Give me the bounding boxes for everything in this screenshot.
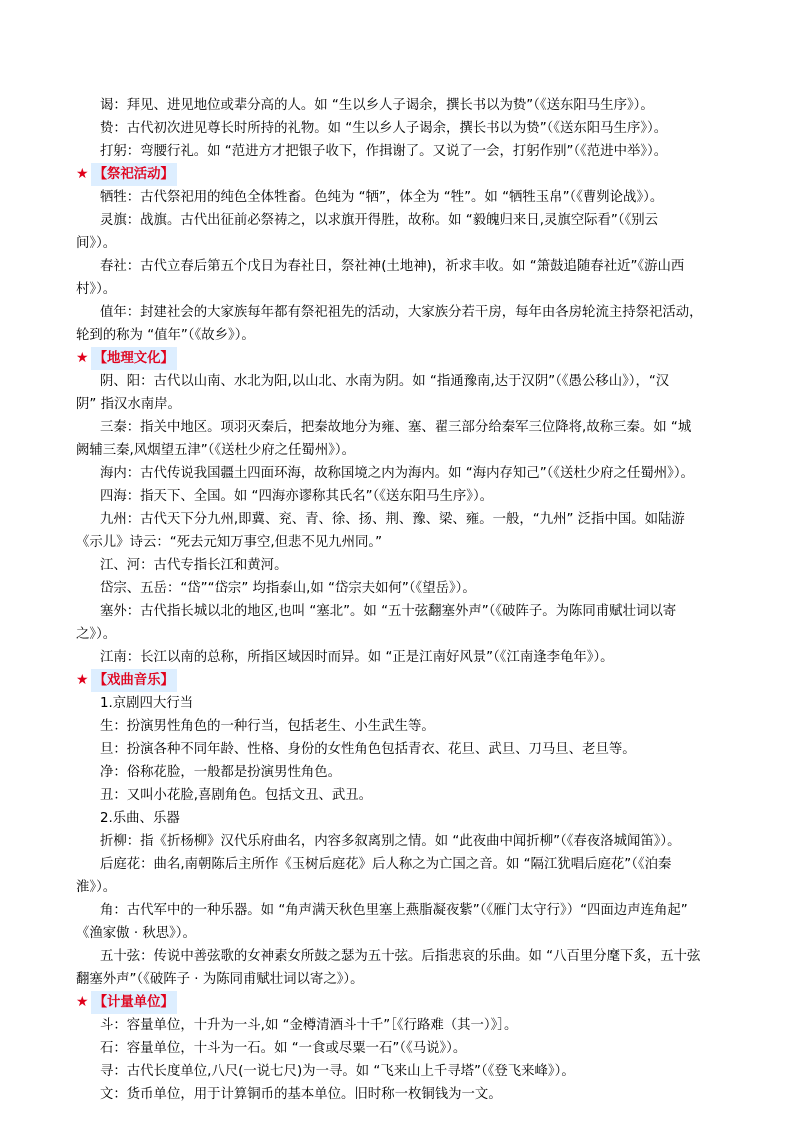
text-line: 斗：容量单位，十升为一斗,如 “金樽清酒斗十千”［《行路难（其一）》］。 xyxy=(100,1018,518,1033)
text-line: 海内：古代传说我国疆土四面环海，故称国境之内为海内。如 “海内存知己”（《送杜少府之任蜀州》）。 xyxy=(100,466,694,481)
text-line: 春社：古代立春后第五个戊日为春社日，祭社神(土地神)，祈求丰收。如 “箫鼓追随春社近”《游山西 xyxy=(100,259,685,274)
text-line: 贽：古代初次进见尊长时所持的礼物。如 “生以乡人子谒余，撰长书以为贽”（《送东阳马生序》）。 xyxy=(100,121,668,136)
text-line: 折柳：指《折杨柳》汉代乐府曲名，内容多叙离别之情。如 “此夜曲中闻折柳”（《春夜洛城闻笛》）。 xyxy=(100,834,681,849)
star-icon: ★ xyxy=(76,350,89,366)
text-line: 三秦：指关中地区。项羽灭秦后，把秦故地分为雍、塞、翟三部分给秦军三位降将,故称三秦。如 “城 xyxy=(100,420,692,435)
text-line: 石：容量单位，十斗为一石。如 “一食或尽粟一石”（《马说》）。 xyxy=(100,1041,467,1056)
text-line: 之》）。 xyxy=(76,627,117,642)
text-line: 轮到的称为 “值年”（《故乡》）。 xyxy=(76,328,255,343)
section-heading-text: 【地理文化】 xyxy=(91,347,177,370)
text-line: 翻塞外声”（《破阵子 · 为陈同甫赋壮词以寄之》）。 xyxy=(76,972,364,987)
section-heading xyxy=(76,669,726,692)
star-icon: ★ xyxy=(76,166,89,182)
text-line: 江、河：古代专指长江和黄河。 xyxy=(100,558,288,573)
text-line: 寻：古代长度单位,八尺(一说七尺)为一寻。如 “飞来山上千寻塔”（《登飞来峰》）。 xyxy=(100,1064,575,1079)
text-line: 牺牲：古代祭祀用的纯色全体牲畜。色纯为 “牺”，体全为 “牲”。如 “牺牲玉帛”（《曹刿论战》）。 xyxy=(100,190,664,205)
text-line: 文：货币单位，用于计算铜币的基本单位。旧时称一枚铜钱为一文。 xyxy=(100,1087,502,1102)
star-icon: ★ xyxy=(76,672,89,688)
text-line: 淮》）。 xyxy=(76,880,117,895)
text-line: 后庭花：曲名,南朝陈后主所作《玉树后庭花》后人称之为亡国之音。如 “隔江犹唱后庭花”（《泊秦 xyxy=(100,857,672,872)
section-heading-text: 【祭祀活动】 xyxy=(91,163,177,186)
text-line: 九州：古代天下分九州,即冀、兖、青、徐、扬、荆、豫、梁、雍。一般，“九州” 泛指中国。如陆游 xyxy=(100,512,685,527)
text-line: 谒：拜见、进见地位或辈分高的人。如 “生以乡人子谒余，撰长书以为贽”（《送东阳马生序》）。 xyxy=(100,98,654,113)
section-heading xyxy=(76,347,726,370)
text-line: 四海：指天下、全国。如 “四海亦谬称其氏名”（《送东阳马生序》）。 xyxy=(100,489,494,504)
text-line: 角：古代军中的一种乐器。如 “角声满天秋色里塞上燕脂凝夜紫”（《雁门太守行》）“四面边声连角起” xyxy=(100,903,688,918)
text-line: 江南：长江以南的总称，所指区域因时而异。如 “正是江南好风景”（《江南逢李龟年》）。 xyxy=(100,650,614,665)
text-line: 五十弦：传说中善弦歌的女神素女所鼓之瑟为五十弦。后指悲哀的乐曲。如 “八百里分麾下炙，五十弦 xyxy=(100,949,701,964)
text-line: 打躬：弯腰行礼。如 “范进方才把银子收下，作揖谢了。又说了一会，打躬作别”（《范进中举》）。 xyxy=(100,144,668,159)
section-heading xyxy=(76,163,726,186)
text-line: 村》）。 xyxy=(76,282,117,297)
text-line: 净：俗称花脸，一般都是扮演男性角色。 xyxy=(100,765,342,780)
text-line: 《示儿》诗云：“死去元知万事空,但悲不见九州同。” xyxy=(76,535,383,550)
text-line: 阴” 指汉水南岸。 xyxy=(76,397,181,412)
text-line: 《渔家傲 · 秋思》）。 xyxy=(76,926,196,941)
text-line: 阴、阳：古代以山南、水北为阳,以山北、水南为阴。如 “指通豫南,达于汉阴”（《愚公移山》），“汉 xyxy=(100,374,670,389)
text-line: 丑：又叫小花脸,喜剧角色。包括文丑、武丑。 xyxy=(100,788,373,803)
text-line: 岱宗、五岳：“岱”“岱宗” 均指泰山,如 “岱宗夫如何”（《望岳》）。 xyxy=(100,581,476,596)
section-heading-text: 【戏曲音乐】 xyxy=(91,669,177,692)
text-line: 旦：扮演各种不同年龄、性格、身份的女性角色包括青衣、花旦、武旦、刀马旦、老旦等。 xyxy=(100,742,636,757)
star-icon: ★ xyxy=(76,994,89,1010)
section-heading-text: 【计量单位】 xyxy=(91,991,177,1014)
text-line: 间》）。 xyxy=(76,236,117,251)
text-line: 灵旗：战旗。古代出征前必祭祷之，以求旗开得胜，故称。如 “毅魄归来日,灵旗空际看”（《别云 xyxy=(100,213,658,228)
document-page xyxy=(76,94,726,1106)
text-line: 阙辅三秦,风烟望五津”（《送杜少府之任蜀州》）。 xyxy=(76,443,355,458)
text-line: 塞外：古代指长城以北的地区,也叫 “塞北”。如 “五十弦翻塞外声”（《破阵子。为陈同甫赋壮词以寄 xyxy=(100,604,677,619)
text-line: 生：扮演男性角色的一种行当，包括老生、小生武生等。 xyxy=(100,719,435,734)
section-heading xyxy=(76,991,726,1014)
text-line: 2.乐曲、乐器 xyxy=(100,811,180,826)
text-line: 值年：封建社会的大家族每年都有祭祀祖先的活动，大家族分若干房，每年由各房轮流主持祭祀活动， xyxy=(100,305,703,320)
text-line: 1.京剧四大行当 xyxy=(100,696,194,711)
